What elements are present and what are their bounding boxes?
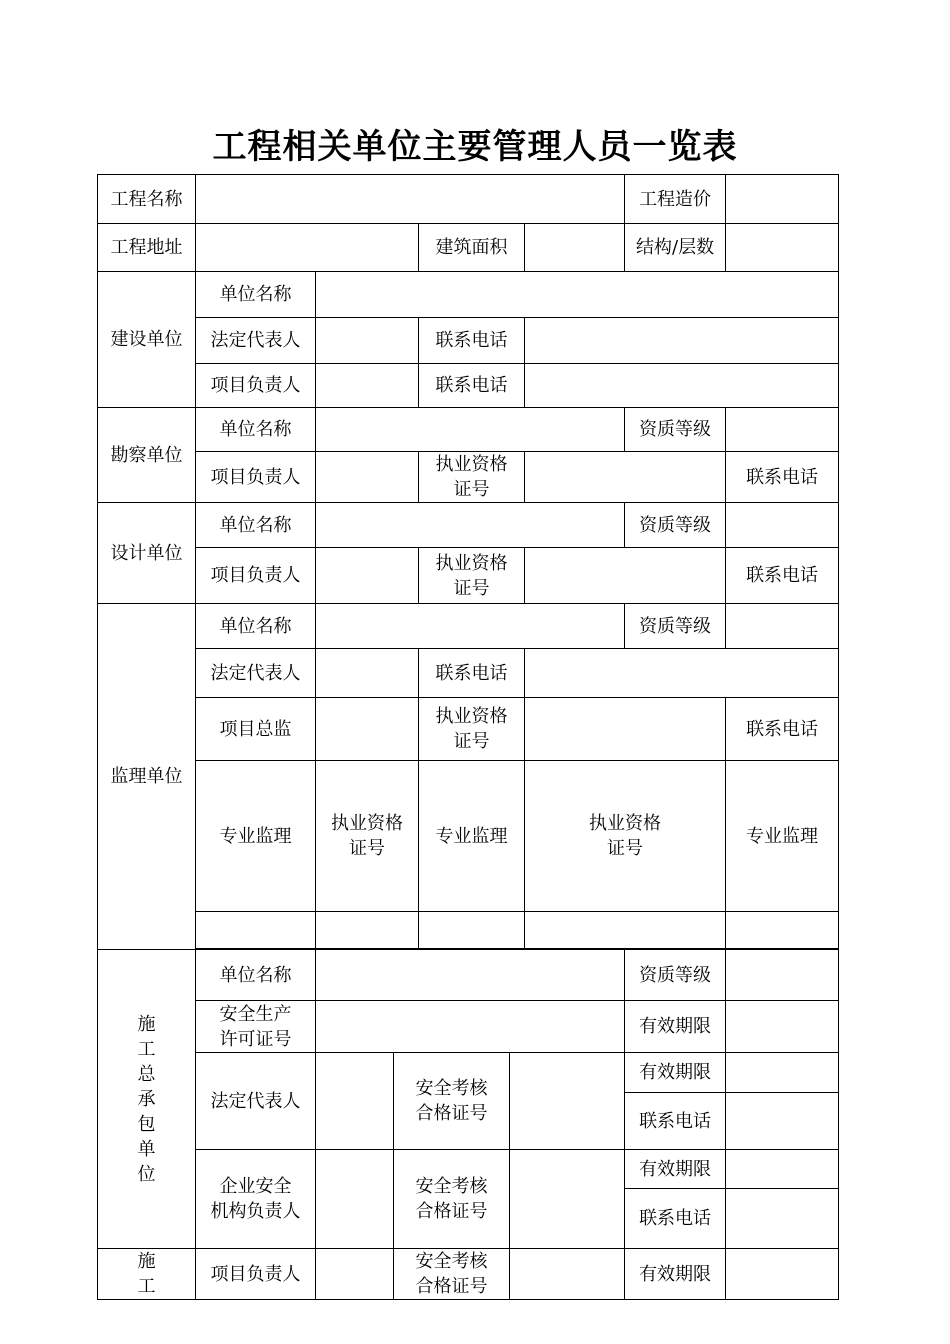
field-builder-legal-rep[interactable] — [316, 318, 419, 364]
field-design-cert[interactable] — [525, 548, 726, 604]
label-sup-legal-phone: 联系电话 — [419, 649, 525, 698]
field-gc-safety-permit[interactable] — [316, 1001, 625, 1053]
field-con-safety-cert[interactable] — [510, 1249, 625, 1300]
label-design-unit-name: 单位名称 — [196, 503, 316, 548]
field-project-name[interactable] — [196, 175, 625, 224]
label-con-safety-cert: 安全考核 合格证号 — [394, 1249, 510, 1300]
field-building-area[interactable] — [525, 224, 625, 272]
field-survey-leader[interactable] — [316, 452, 419, 503]
label-design-phone: 联系电话 — [726, 548, 839, 604]
field-design-grade[interactable] — [726, 503, 839, 548]
field-sup-unit-name[interactable] — [316, 604, 625, 649]
field-con-validity[interactable] — [726, 1249, 839, 1300]
field-survey-cert[interactable] — [525, 452, 726, 503]
label-specialty-cert-2: 执业资格 证号 — [525, 761, 726, 912]
field-structure-floors[interactable] — [726, 224, 839, 272]
label-gc-org-phone: 联系电话 — [625, 1189, 726, 1249]
field-gc-legal-rep[interactable] — [316, 1053, 394, 1150]
label-building-area: 建筑面积 — [419, 224, 525, 272]
field-gc-permit-validity[interactable] — [726, 1001, 839, 1053]
label-project-cost: 工程造价 — [625, 175, 726, 224]
label-gc-safety-org: 企业安全 机构负责人 — [196, 1150, 316, 1249]
label-gc-org-validity: 有效期限 — [625, 1150, 726, 1189]
field-builder-leader[interactable] — [316, 364, 419, 408]
label-project-name: 工程名称 — [98, 175, 196, 224]
section-design: 设计单位 — [98, 503, 196, 604]
field-gc-safety-org[interactable] — [316, 1150, 394, 1249]
field-gc-unit-name[interactable] — [316, 950, 625, 1001]
field-specialty-cert-2[interactable] — [525, 912, 726, 949]
label-gc-grade: 资质等级 — [625, 950, 726, 1001]
field-survey-unit-name[interactable] — [316, 408, 625, 452]
label-specialty-cert-1: 执业资格 证号 — [316, 761, 419, 912]
field-builder-legal-phone[interactable] — [525, 318, 839, 364]
label-design-cert: 执业资格 证号 — [419, 548, 525, 604]
field-project-cost[interactable] — [726, 175, 839, 224]
field-survey-grade[interactable] — [726, 408, 839, 452]
label-sup-chief-cert: 执业资格 证号 — [419, 698, 525, 761]
label-gc-legal-validity: 有效期限 — [625, 1053, 726, 1093]
field-gc-org-safety-cert[interactable] — [510, 1150, 625, 1249]
field-con-leader[interactable] — [316, 1249, 394, 1300]
field-project-address[interactable] — [196, 224, 419, 272]
field-design-leader[interactable] — [316, 548, 419, 604]
label-project-address: 工程地址 — [98, 224, 196, 272]
field-gc-legal-phone[interactable] — [726, 1093, 839, 1150]
label-gc-legal-rep: 法定代表人 — [196, 1053, 316, 1150]
label-builder-leader-phone: 联系电话 — [419, 364, 525, 408]
field-gc-legal-validity[interactable] — [726, 1053, 839, 1093]
section-survey: 勘察单位 — [98, 408, 196, 503]
label-builder-unit-name: 单位名称 — [196, 272, 316, 318]
field-gc-legal-safety-cert[interactable] — [510, 1053, 625, 1150]
label-sup-chief: 项目总监 — [196, 698, 316, 761]
label-specialty-3: 专业监理 — [726, 761, 839, 912]
label-survey-phone: 联系电话 — [726, 452, 839, 503]
field-sup-grade[interactable] — [726, 604, 839, 649]
field-gc-org-phone[interactable] — [726, 1189, 839, 1249]
label-builder-legal-rep: 法定代表人 — [196, 318, 316, 364]
label-specialty-2: 专业监理 — [419, 761, 525, 912]
label-design-grade: 资质等级 — [625, 503, 726, 548]
label-builder-legal-phone: 联系电话 — [419, 318, 525, 364]
label-survey-leader: 项目负责人 — [196, 452, 316, 503]
label-sup-grade: 资质等级 — [625, 604, 726, 649]
field-builder-unit-name[interactable] — [316, 272, 839, 318]
field-specialty-cert-1[interactable] — [316, 912, 419, 949]
label-sup-legal-rep: 法定代表人 — [196, 649, 316, 698]
label-builder-leader: 项目负责人 — [196, 364, 316, 408]
label-sup-chief-phone: 联系电话 — [726, 698, 839, 761]
label-survey-grade: 资质等级 — [625, 408, 726, 452]
label-con-leader: 项目负责人 — [196, 1249, 316, 1300]
section-builder: 建设单位 — [98, 272, 196, 408]
label-structure-floors: 结构/层数 — [625, 224, 726, 272]
field-sup-chief-cert[interactable] — [525, 698, 726, 761]
label-gc-org-safety-cert: 安全考核 合格证号 — [394, 1150, 510, 1249]
field-builder-leader-phone[interactable] — [525, 364, 839, 408]
label-design-leader: 项目负责人 — [196, 548, 316, 604]
label-con-validity: 有效期限 — [625, 1249, 726, 1300]
label-gc-unit-name: 单位名称 — [196, 950, 316, 1001]
label-specialty-1: 专业监理 — [196, 761, 316, 912]
section-construction: 施 工 — [98, 1249, 196, 1300]
label-gc-legal-phone: 联系电话 — [625, 1093, 726, 1150]
field-sup-chief[interactable] — [316, 698, 419, 761]
field-gc-grade[interactable] — [726, 950, 839, 1001]
label-survey-cert: 执业资格 证号 — [419, 452, 525, 503]
label-gc-safety-permit: 安全生产 许可证号 — [196, 1001, 316, 1053]
section-supervision: 监理单位 — [98, 604, 196, 950]
field-gc-org-validity[interactable] — [726, 1150, 839, 1189]
label-gc-permit-validity: 有效期限 — [625, 1001, 726, 1053]
label-gc-legal-safety-cert: 安全考核 合格证号 — [394, 1053, 510, 1150]
label-survey-unit-name: 单位名称 — [196, 408, 316, 452]
personnel-table — [97, 174, 839, 1300]
field-design-unit-name[interactable] — [316, 503, 625, 548]
section-general-contractor: 施 工 总 承 包 单 位 — [98, 950, 196, 1249]
label-sup-unit-name: 单位名称 — [196, 604, 316, 649]
page-title: 工程相关单位主要管理人员一览表 — [212, 127, 738, 167]
field-sup-legal-phone[interactable] — [525, 649, 839, 698]
field-specialty-2[interactable] — [419, 912, 525, 949]
field-specialty-3[interactable] — [726, 912, 839, 949]
field-sup-legal-rep[interactable] — [316, 649, 419, 698]
field-specialty-1[interactable] — [196, 912, 316, 949]
